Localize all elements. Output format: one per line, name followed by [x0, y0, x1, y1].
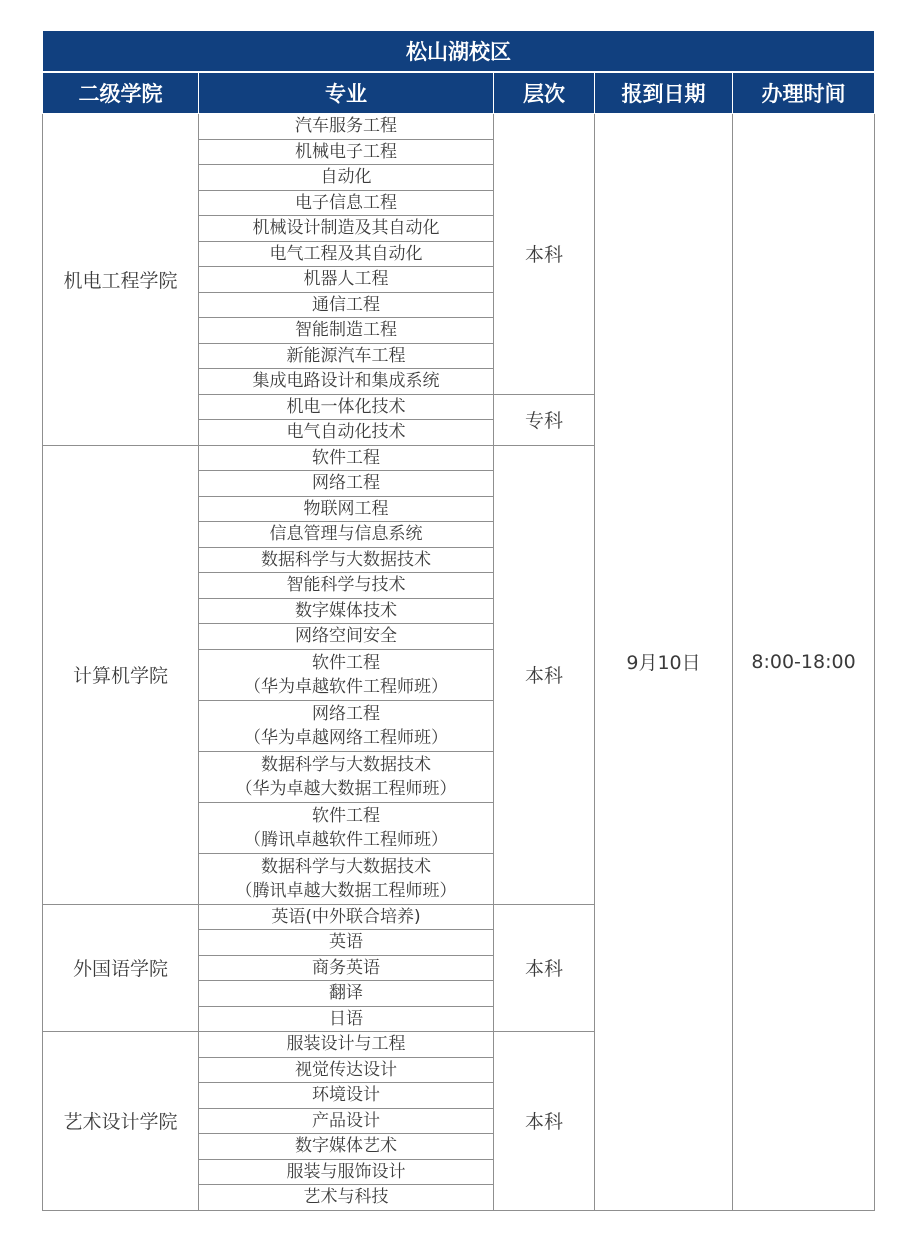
major-cell	[199, 369, 494, 395]
processing-time: 8:00-18:00	[733, 114, 875, 1211]
major-cell	[199, 318, 494, 344]
header-major: 专业	[199, 72, 494, 114]
major-name: 机电一体化技术	[286, 396, 406, 417]
college-name: 计算机学院	[43, 445, 199, 904]
major-name: 机械设计制造及其自动化	[252, 218, 440, 239]
major-cell	[199, 1057, 494, 1083]
college-name: 外国语学院	[43, 904, 199, 1032]
major-name: 电气自动化技术	[286, 422, 406, 443]
major-cell	[199, 700, 494, 751]
major-name: 自动化	[320, 167, 372, 188]
major-cell	[199, 190, 494, 216]
major-cell	[199, 751, 494, 802]
level-cell: 本科	[494, 1032, 595, 1211]
major-name: 网络空间安全	[295, 626, 397, 647]
header-college: 二级学院	[43, 72, 199, 114]
major-cell	[199, 802, 494, 853]
major-cell	[199, 496, 494, 522]
major-cell	[199, 649, 494, 700]
major-name: 数据科学与大数据技术	[261, 754, 431, 775]
major-name: 机械电子工程	[295, 141, 397, 162]
major-cell	[199, 1006, 494, 1032]
major-class-note: （腾讯卓越软件工程师班）	[244, 829, 448, 850]
major-class-note: （华为卓越大数据工程师班）	[235, 778, 457, 799]
major-name: 汽车服务工程	[295, 116, 397, 137]
college-name: 机电工程学院	[43, 114, 199, 446]
major-name: 软件工程	[312, 805, 380, 826]
major-cell	[199, 981, 494, 1007]
major-name: 智能科学与技术	[286, 575, 406, 596]
major-cell	[199, 1134, 494, 1160]
major-cell	[199, 1108, 494, 1134]
major-name: 产品设计	[312, 1110, 380, 1131]
major-name: 环境设计	[312, 1085, 380, 1106]
major-name: 软件工程	[312, 652, 380, 673]
major-name: 网络工程	[312, 703, 380, 724]
major-name: 机器人工程	[303, 269, 389, 290]
major-name: 信息管理与信息系统	[269, 524, 423, 545]
major-name: 数字媒体艺术	[295, 1136, 397, 1157]
major-cell	[199, 853, 494, 904]
major-cell	[199, 904, 494, 930]
header-time: 办理时间	[733, 72, 875, 114]
major-cell	[199, 1083, 494, 1109]
header-level: 层次	[494, 72, 595, 114]
major-name: 物联网工程	[303, 498, 389, 519]
level-cell: 本科	[494, 904, 595, 1032]
major-name: 英语	[329, 932, 363, 953]
major-cell	[199, 114, 494, 140]
major-cell	[199, 1032, 494, 1058]
level-cell: 专科	[494, 394, 595, 445]
major-cell	[199, 624, 494, 650]
major-cell	[199, 445, 494, 471]
major-name: 艺术与科技	[303, 1187, 389, 1208]
major-cell	[199, 573, 494, 599]
major-name: 数字媒体技术	[295, 600, 397, 621]
table-body	[43, 114, 875, 1211]
header-date: 报到日期	[595, 72, 733, 114]
registration-date: 9月10日	[595, 114, 733, 1211]
major-cell	[199, 522, 494, 548]
major-cell	[199, 930, 494, 956]
campus-title: 松山湖校区	[43, 31, 875, 73]
major-name: 新能源汽车工程	[286, 345, 406, 366]
major-cell	[199, 420, 494, 446]
major-cell	[199, 343, 494, 369]
major-cell	[199, 1185, 494, 1211]
major-name: 智能制造工程	[295, 320, 397, 341]
major-name: 电子信息工程	[295, 192, 397, 213]
major-cell	[199, 955, 494, 981]
major-name: 服装设计与工程	[286, 1034, 406, 1055]
college-name: 艺术设计学院	[43, 1032, 199, 1211]
major-cell	[199, 267, 494, 293]
major-cell	[199, 598, 494, 624]
major-name: 视觉传达设计	[295, 1059, 397, 1080]
major-name: 网络工程	[312, 473, 380, 494]
level-cell: 本科	[494, 114, 595, 395]
major-cell	[199, 139, 494, 165]
major-name: 集成电路设计和集成系统	[252, 371, 440, 392]
major-cell	[199, 1159, 494, 1185]
major-class-note: （华为卓越网络工程师班）	[244, 727, 448, 748]
major-cell	[199, 241, 494, 267]
major-cell	[199, 471, 494, 497]
major-name: 商务英语	[312, 957, 380, 978]
major-name: 翻译	[329, 983, 363, 1004]
major-name: 电气工程及其自动化	[269, 243, 423, 264]
major-name: 数据科学与大数据技术	[261, 856, 431, 877]
registration-table	[42, 30, 875, 1211]
major-cell	[199, 292, 494, 318]
major-name: 英语(中外联合培养)	[271, 906, 421, 927]
major-class-note: （华为卓越软件工程师班）	[244, 676, 448, 697]
major-name: 数据科学与大数据技术	[261, 549, 431, 570]
major-name: 日语	[329, 1008, 363, 1029]
major-cell	[199, 216, 494, 242]
major-name: 通信工程	[312, 294, 380, 315]
major-class-note: （腾讯卓越大数据工程师班）	[235, 880, 457, 901]
major-cell	[199, 547, 494, 573]
major-cell	[199, 165, 494, 191]
table-row	[43, 114, 875, 140]
major-name: 服装与服饰设计	[286, 1161, 406, 1182]
major-name: 软件工程	[312, 447, 380, 468]
major-cell	[199, 394, 494, 420]
level-cell: 本科	[494, 445, 595, 904]
